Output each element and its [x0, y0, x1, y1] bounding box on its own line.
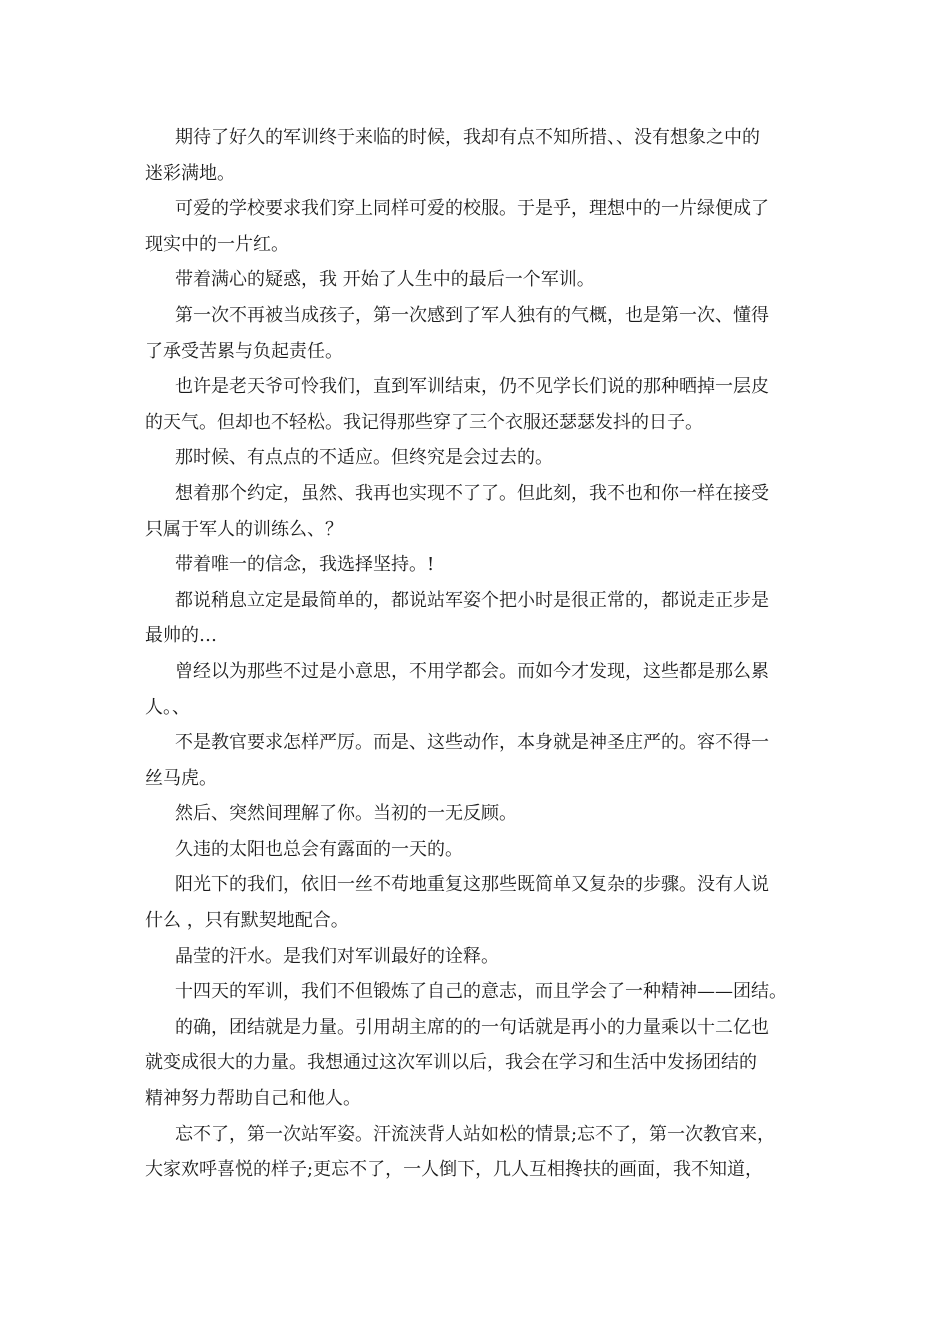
text-line: 十四天的军训，我们不但锻炼了自己的意志，而且学会了一种精神——团结。 — [175, 981, 787, 1003]
text-line: 阳光下的我们，依旧一丝不苟地重复这那些既简单又复杂的步骤。没有人说 — [175, 874, 769, 896]
document-body — [145, 120, 805, 1188]
text-line: 精神努力帮助自己和他人。 — [145, 1088, 361, 1110]
text-line: 然后、突然间理解了你。当初的一无反顾。 — [175, 803, 517, 825]
text-line: 丝马虎。 — [145, 767, 217, 789]
text-line: 的天气。但却也不轻松。我记得那些穿了三个衣服还瑟瑟发抖的日子。 — [145, 411, 703, 433]
text-line: 都说稍息立定是最简单的，都说站军姿个把小时是很正常的，都说走正步是 — [175, 589, 769, 611]
text-line: 期待了好久的军训终于来临的时候，我却有点不知所措、、没有想象之中的 — [175, 127, 760, 148]
text-line: 什么 ，只有默契地配合。 — [145, 910, 349, 932]
text-line: 只属于军人的训练么、？ — [145, 518, 343, 540]
text-line: 想着那个约定，虽然、我再也实现不了了。但此刻，我不也和你一样在接受 — [175, 482, 769, 504]
text-line: 现实中的一片红。 — [145, 233, 289, 255]
text-line: 的确，团结就是力量。引用胡主席的的一句话就是再小的力量乘以十二亿也 — [175, 1016, 769, 1038]
text-line: 带着满心的疑惑，我 开始了人生中的最后一个军训。 — [175, 269, 595, 291]
text-line: 久违的太阳也总会有露面的一天的。 — [175, 838, 463, 860]
text-line: 那时候、有点点的不适应。但终究是会过去的。 — [175, 447, 553, 469]
text-line: 可爱的学校要求我们穿上同样可爱的校服。于是乎，理想中的一片绿便成了 — [175, 198, 769, 220]
text-line: 忘不了，第一次站军姿。汗流浃背人站如松的情景;忘不了，第一次教官来， — [175, 1123, 776, 1145]
text-line: 最帅的… — [145, 625, 217, 647]
text-line: 带着唯一的信念，我选择坚持。! — [175, 554, 435, 576]
text-line: 大家欢呼喜悦的样子;更忘不了，一人倒下，几人互相搀扶的画面，我不知道， — [145, 1159, 764, 1181]
text-line: 人。、 — [145, 696, 190, 718]
text-line: 第一次不再被当成孩子，第一次感到了军人独有的气概，也是第一次、懂得 — [175, 304, 769, 326]
text-line: 迷彩满地。 — [145, 162, 235, 184]
text-line: 也许是老天爷可怜我们，直到军训结束，仍不见学长们说的那种晒掉一层皮 — [175, 376, 769, 398]
text-line: 就变成很大的力量。我想通过这次军训以后，我会在学习和生活中发扬团结的 — [145, 1052, 757, 1074]
text-line: 晶莹的汗水。是我们对军训最好的诠释。 — [175, 945, 499, 967]
text-line: 了承受苦累与负起责任。 — [145, 340, 343, 362]
text-line: 曾经以为那些不过是小意思，不用学都会。而如今才发现，这些都是那么累 — [175, 660, 769, 682]
text-line: 不是教官要求怎样严厉。而是、这些动作，本身就是神圣庄严的。容不得一 — [175, 732, 769, 754]
